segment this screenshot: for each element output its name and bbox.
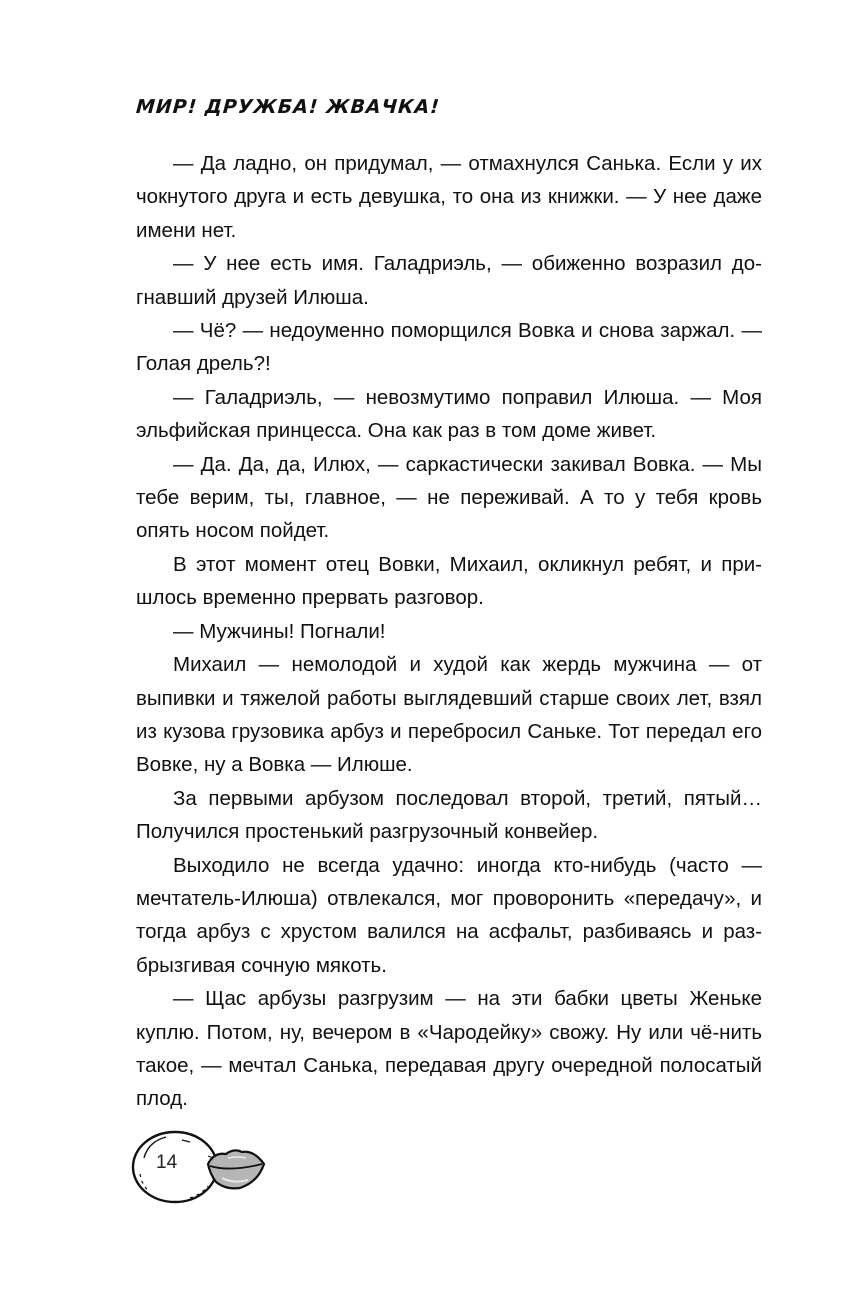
paragraph: За первыми арбузом последовал второй, третий, пятый… Получился простенький разгрузочный конвейер. (136, 786, 762, 844)
paragraph: Михаил — немолодой и худой как жердь мужчина — от выпивки и тяжелой работы выглядевший старше своих лет, взял из кузова грузовика арбуз и перебросил Саньке. Тот передал его Вовке, ну а Вовка — Илюше. (136, 653, 762, 777)
page-number: 14 (156, 1152, 178, 1173)
page-number-badge (130, 1128, 270, 1208)
paragraph: — Щас арбузы разгрузим — на эти бабки цветы Женьке куплю. Потом, ну, вечером в «Чародейку» свожу. Ну или чё-нить такое, — мечтал Санька, передавая другу очередной полосатый плод. (136, 987, 762, 1111)
paragraph: — У нее есть имя. Галадриэль, — обиженно возразил догнавший друзей Илюша. (136, 252, 762, 309)
paragraph: Выходило не всегда удачно: иногда кто-нибудь (часто — мечтатель-Илюша) отвлекался, мог проворонить «передачу», и тогда арбуз с хрустом валился на асфальт, разбиваясь и разбрызгивая сочную мякоть. (136, 853, 762, 977)
running-title: МИР! ДРУЖБА! ЖВАЧКА! (135, 96, 441, 118)
paragraph: — Да ладно, он придумал, — отмахнулся Санька. Если у их чокнутого друга и есть девушка, то она из книжки. — У нее даже имени нет. (136, 152, 762, 242)
body-text (136, 147, 762, 1116)
paragraph: — Чё? — недоуменно поморщился Вовка и снова заржал. — Голая дрель?! (136, 319, 762, 376)
paragraph: — Мужчины! Погнали! (173, 619, 386, 643)
paragraph: — Да. Да, да, Илюх, — саркастически закивал Вовка. — Мы тебе верим, ты, главное, — не переживай. А то у тебя кровь опять носом пойдет. (136, 452, 762, 543)
paragraph: В этот момент отец Вовки, Михаил, окликнул ребят, и пришлось временно прервать разговор. (136, 552, 762, 610)
paragraph: — Галадриэль, — невозмутимо поправил Илюша. — Моя эльфийская принцесса. Она как раз в том доме живет. (136, 385, 762, 443)
